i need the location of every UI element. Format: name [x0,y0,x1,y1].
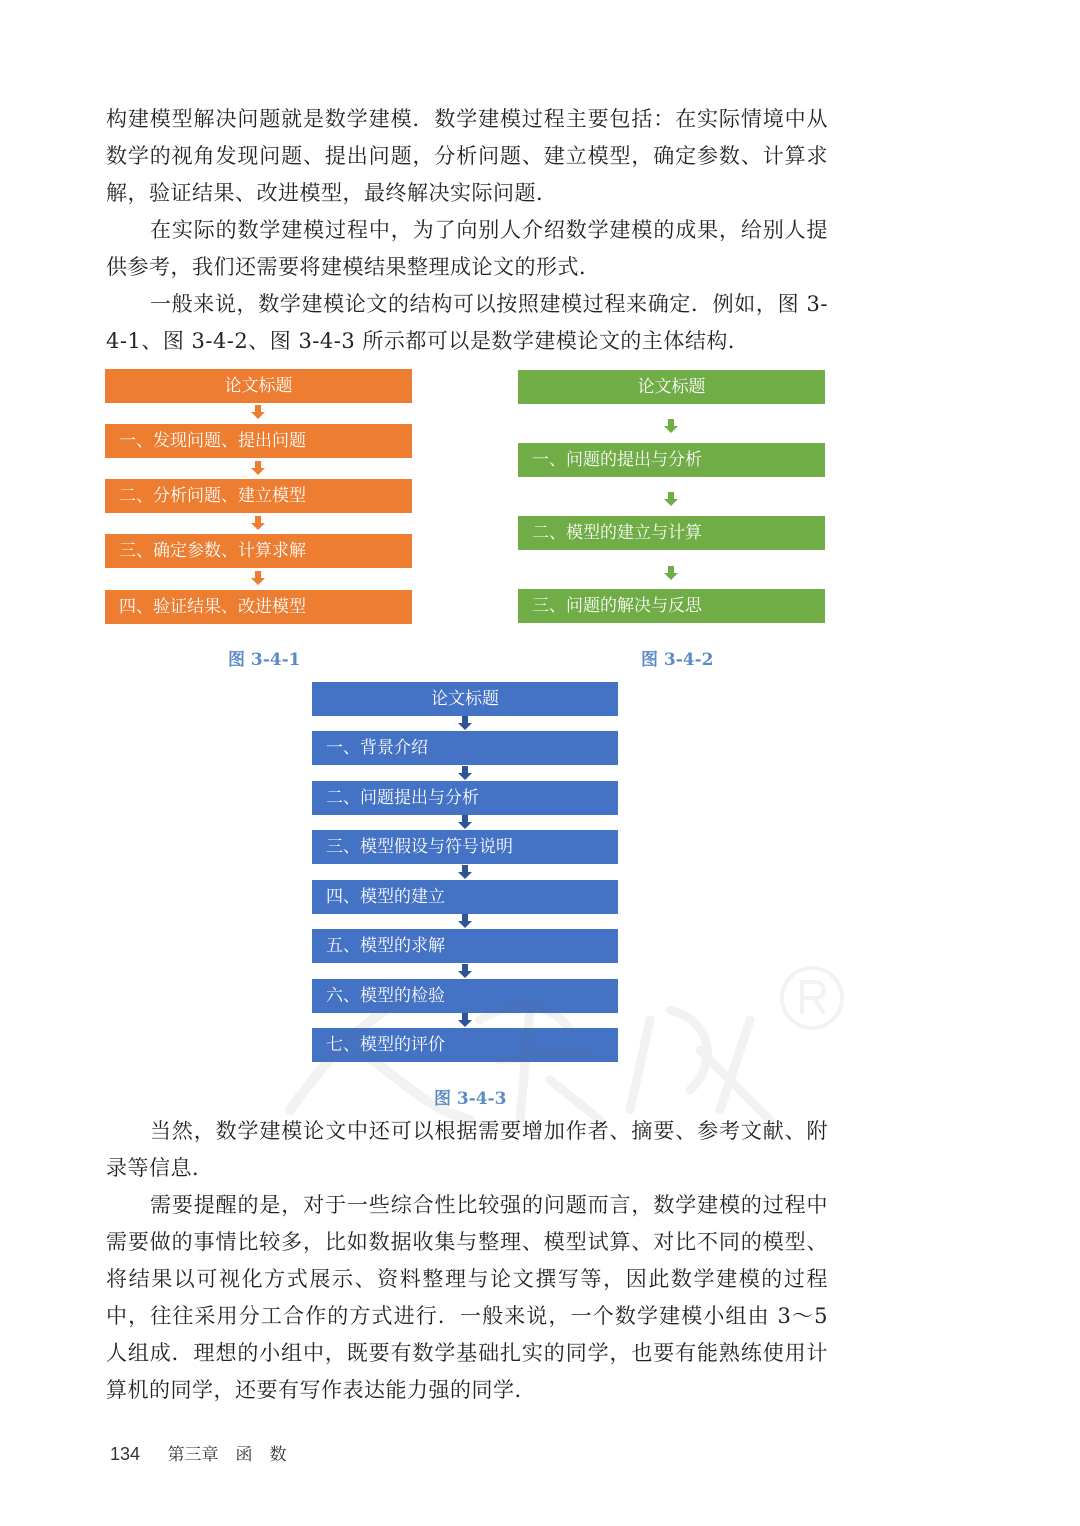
down-arrow-icon [251,405,265,419]
fig1-title-box: 论文标题 [105,369,412,403]
fig2-step-1: 一、问题的提出与分析 [518,443,825,477]
down-arrow-icon [664,566,678,580]
paragraph-teamwork: 需要提醒的是，对于一些综合性比较强的问题而言，数学建模的过程中需要做的事情比较多，比如数据收集与整理、模型试算、对比不同的模型、将结果以可视化方式展示、资料整理与论文撰写等，因此数学建模的过程中，往往采用分工合作的方式进行．一般来说，一个数学建模小组由 3～5 人组成．理想的小组中，既要有数学基础扎实的同学，也要有能熟练使用计算机的同学，还要有写作表达能力强的同学． [106,1193,828,1402]
fig2-step-2: 二、模型的建立与计算 [518,516,825,550]
down-arrow-icon [251,461,265,475]
page-footer [110,1440,286,1465]
figure-caption-3-4-2: 图 3-4-2 [641,650,714,670]
fig1-step-1: 一、发现问题、提出问题 [105,424,412,458]
fig3-step-1: 一、背景介绍 [312,731,618,765]
figure-caption-3-4-1: 图 3-4-1 [228,650,301,670]
page-number: 134 [110,1444,141,1464]
fig3-step-4: 四、模型的建立 [312,880,618,914]
fig1-step-3: 三、确定参数、计算求解 [105,534,412,568]
fig2-step-3: 三、问题的解决与反思 [518,589,825,623]
fig1-step-2: 二、分析问题、建立模型 [105,479,412,513]
paragraph-paper-form: 在实际的数学建模过程中，为了向别人介绍数学建模的成果，给别人提供参考，我们还需要将建模结果整理成论文的形式． [106,218,828,279]
down-arrow-icon [664,419,678,433]
fig3-title-box: 论文标题 [312,682,618,716]
fig2-title-box: 论文标题 [518,370,825,404]
fig1-step-4: 四、验证结果、改进模型 [105,590,412,624]
down-arrow-icon [458,716,472,730]
down-arrow-icon [458,914,472,928]
chapter-label: 第三章 函 数 [167,1445,287,1465]
down-arrow-icon [458,865,472,879]
fig3-step-6: 六、模型的检验 [312,979,618,1013]
fig3-step-3: 三、模型假设与符号说明 [312,830,618,864]
down-arrow-icon [458,766,472,780]
down-arrow-icon [251,571,265,585]
down-arrow-icon [664,492,678,506]
down-arrow-icon [251,516,265,530]
paragraph-structure: 一般来说，数学建模论文的结构可以按照建模过程来确定．例如，图 3-4-1、图 3-4-2、图 3-4-3 所示都可以是数学建模论文的主体结构． [106,292,828,353]
paragraph-intro: 构建模型解决问题就是数学建模．数学建模过程主要包括：在实际情境中从数学的视角发现问题、提出问题，分析问题、建立模型，确定参数、计算求解，验证结果、改进模型，最终解决实际问题． [106,107,828,205]
fig3-step-5: 五、模型的求解 [312,929,618,963]
paragraph-extra-info: 当然，数学建模论文中还可以根据需要增加作者、摘要、参考文献、附录等信息． [106,1119,828,1180]
down-arrow-icon [458,815,472,829]
fig3-step-7: 七、模型的评价 [312,1028,618,1062]
figure-caption-3-4-3: 图 3-4-3 [434,1089,507,1109]
fig3-step-2: 二、问题提出与分析 [312,781,618,815]
